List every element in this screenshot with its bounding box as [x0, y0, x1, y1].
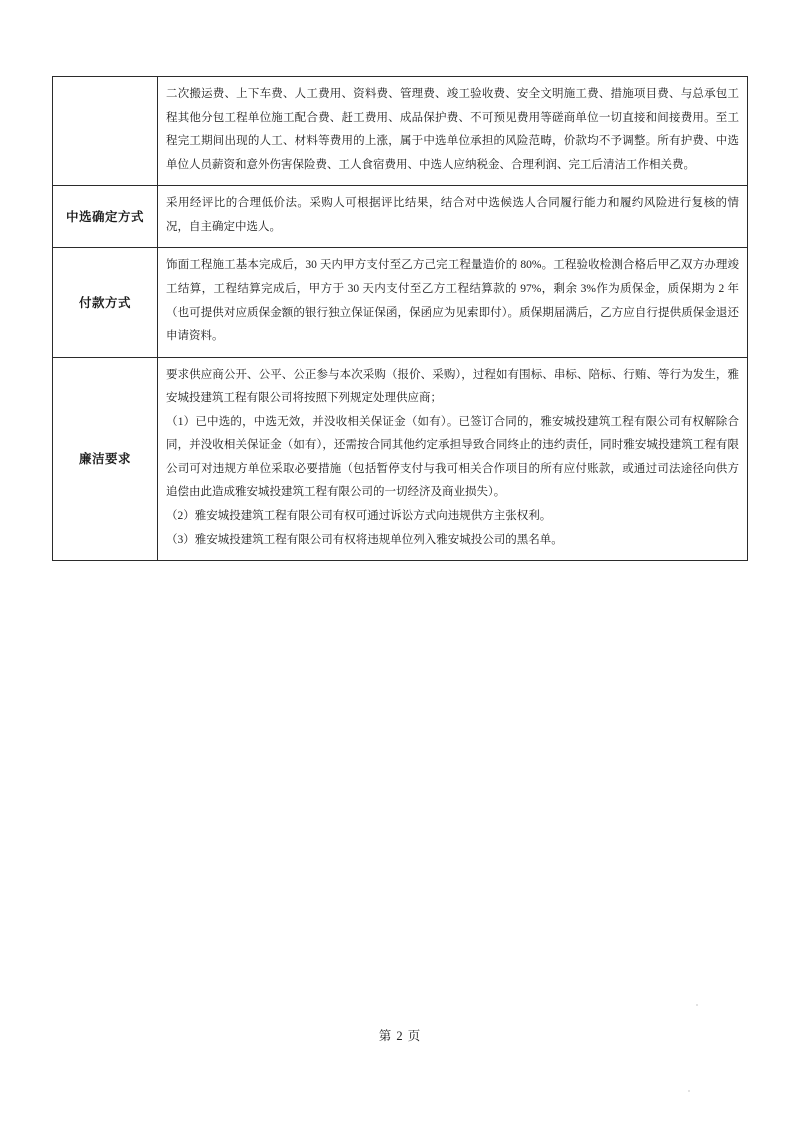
table-row: [53, 77, 748, 186]
integrity-paragraph-4: （3）雅安城投建筑工程有限公司有权将违规单位列入雅安城投公司的黑名单。: [166, 533, 563, 546]
table-row: [53, 186, 748, 248]
page-footer: 第 2 页: [378, 1029, 422, 1043]
scan-speck: [696, 1004, 698, 1006]
row-label-continued: [53, 77, 158, 186]
terms-table: [52, 76, 748, 561]
row-label-payment-method: 付款方式: [53, 248, 158, 357]
row-content-payment-method: 饰面工程施工基本完成后，30 天内甲方支付至乙方己完工程量造价的 80%。工程验收检测合格后甲乙双方办理竣工结算，工程结算完成后，甲方于 30 天内支付至乙方工程结算款的 97%，剩余 3%作为质保金，质保期为 2 年（也可提供对应质保金额的银行独立保证保函，保函应为见索即付）。质保期届满后，乙方应自行提供质保金退还申请资料。: [158, 248, 748, 357]
scan-speck: [688, 1090, 690, 1092]
row-content-continued: 二次搬运费、上下车费、人工费用、资料费、管理费、竣工验收费、安全文明施工费、措施项目费、与总承包工程其他分包工程单位施工配合费、赶工费用、成品保护费、不可预见费用等磋商单位一切直接和间接费用。至工程完工期间出现的人工、材料等费用的上涨，属于中选单位承担的风险范畴，价款均不予调整。所有护费、中选单位人员薪资和意外伤害保险费、工人食宿费用、中选人应纳税金、合理利润、完工后清洁工作相关费。: [158, 77, 748, 186]
integrity-paragraph-1: 要求供应商公开、公平、公正参与本次采购（报价、采购），过程如有围标、串标、陪标、行贿、等行为发生，雅安城投建筑工程有限公司将按照下列规定处理供应商；: [166, 368, 739, 405]
row-label-selection-method: 中选确定方式: [53, 186, 158, 248]
row-label-integrity-requirements: 廉洁要求: [53, 357, 158, 561]
table-row: [53, 248, 748, 357]
row-content-integrity-requirements: [158, 357, 748, 561]
row-content-selection-method: 采用经评比的合理低价法。采购人可根据评比结果，结合对中选候选人合同履行能力和履约风险进行复核的情况，自主确定中选人。: [158, 186, 748, 248]
integrity-paragraph-3: （2）雅安城投建筑工程有限公司有权可通过诉讼方式向违规供方主张权利。: [166, 510, 552, 522]
integrity-paragraph-2: （1）已中选的，中选无效，并没收相关保证金（如有）。已签订合同的，雅安城投建筑工程有限公司有权解除合同，并没收相关保证金（如有），还需按合同其他约定承担导致合同终止的违约责任，同时雅安城投建筑工程有限公司可对违规方单位采取必要措施（包括暂停支付与我可相关合作项目的所有应付账款，或通过司法途径向供方追偿由此造成雅安城投建筑工程有限公司的一切经济及商业损失）。: [166, 415, 739, 499]
table-row: [53, 357, 748, 561]
